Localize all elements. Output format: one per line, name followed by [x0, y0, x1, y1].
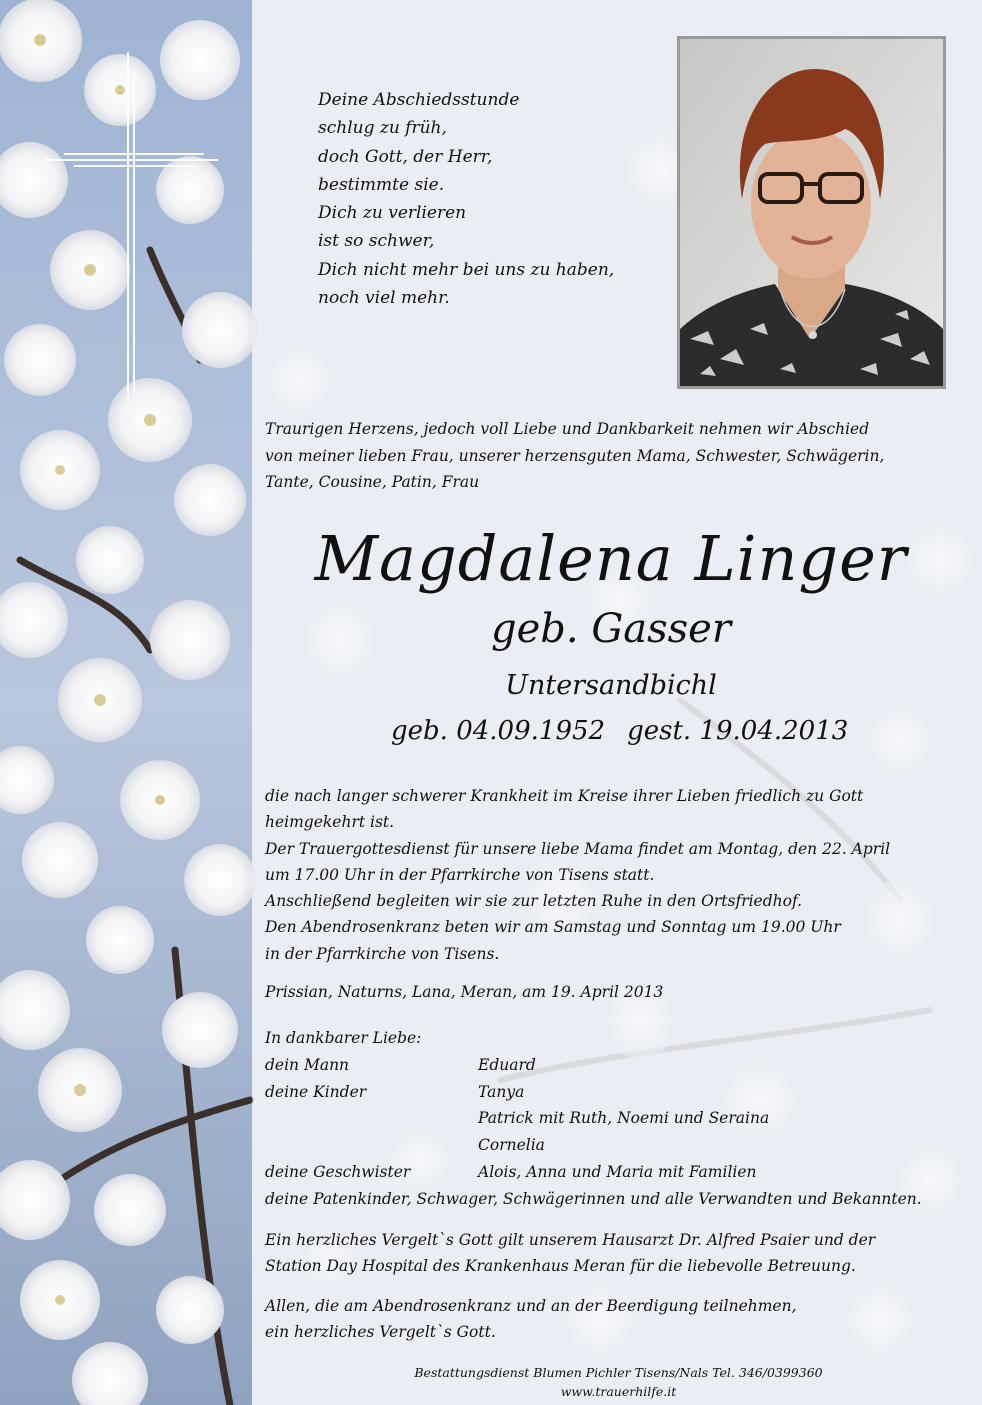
undertaker-info: Bestattungsdienst Blumen Pichler Tisens/Nals Tel. 346/0399360 — [414, 1365, 823, 1380]
mourner-relation: deine Kinder — [265, 1083, 367, 1101]
maiden-name: geb. Gasser — [491, 606, 731, 652]
portrait-image — [680, 39, 943, 386]
poem-line: doch Gott, der Herr, — [318, 146, 493, 167]
details-line: heimgekehrt ist. — [265, 813, 395, 832]
details-line: um 17.00 Uhr in der Pfarrkirche von Tisens statt. — [265, 865, 655, 884]
mourner-relation: dein Mann — [265, 1056, 350, 1074]
poem — [318, 86, 614, 312]
home-place: Untersandbichl — [505, 670, 717, 701]
poem-line: Dich zu verlieren — [318, 203, 467, 224]
mourner-names: Alois, Anna und Maria mit Familien — [478, 1163, 757, 1181]
thanks-text — [265, 1227, 875, 1280]
thanks-line: Station Day Hospital des Krankenhaus Meran für die liebevolle Betreuung. — [265, 1257, 856, 1276]
mourner-names: Cornelia — [478, 1136, 545, 1154]
mourner-names: Eduard — [478, 1056, 536, 1074]
intro-text — [265, 416, 884, 496]
mourner-relation: deine Geschwister — [265, 1163, 411, 1181]
poem-line: Deine Abschiedsstunde — [318, 90, 520, 110]
poem-line: bestimmte sie. — [318, 174, 445, 195]
mourner-names: Patrick mit Ruth, Noemi und Seraina — [478, 1109, 770, 1127]
closing-text — [265, 1293, 797, 1346]
details-line: Der Trauergottesdienst für unsere liebe Mama findet am Montag, den 22. April — [265, 839, 891, 858]
thanks-line: Ein herzliches Vergelt`s Gott gilt unserem Hausarzt Dr. Alfred Psaier und der — [265, 1231, 876, 1249]
birth-date: geb. 04.09.1952 — [391, 716, 606, 746]
intro-line: Traurigen Herzens, jedoch voll Liebe und Dankbarkeit nehmen wir Abschied — [265, 420, 870, 438]
mourner-others: deine Patenkinder, Schwager, Schwägerinnen und alle Verwandten und Bekannten. — [265, 1190, 922, 1208]
place-date-line: Prissian, Naturns, Lana, Meran, am 19. April 2013 — [265, 983, 664, 1001]
poem-line: Dich nicht mehr bei uns zu haben, — [318, 259, 615, 280]
deceased-name: Magdalena Linger — [314, 522, 908, 595]
poem-line: noch viel mehr. — [318, 288, 450, 309]
details-line: Anschließend begleiten wir sie zur letzten Ruhe in den Ortsfriedhof. — [265, 892, 803, 911]
website-link[interactable]: www.trauerhilfe.it — [560, 1384, 677, 1399]
poem-line: ist so schwer, — [318, 231, 435, 252]
funeral-details — [265, 783, 890, 967]
life-dates — [391, 716, 870, 746]
mourner-names: Tanya — [478, 1083, 525, 1101]
intro-line: Tante, Cousine, Patin, Frau — [265, 473, 480, 491]
poem-line: schlug zu früh, — [318, 118, 447, 139]
intro-line: von meiner lieben Frau, unserer herzensguten Mama, Schwester, Schwägerin, — [265, 446, 885, 465]
details-line: die nach langer schwerer Krankheit im Kreise ihrer Lieben friedlich zu Gott — [265, 787, 864, 805]
portrait-photo — [677, 36, 946, 389]
closing-line: Allen, die am Abendrosenkranz und an der Beerdigung teilnehmen, — [265, 1297, 797, 1315]
mourners-heading: In dankbarer Liebe: — [265, 1029, 422, 1047]
details-line: in der Pfarrkirche von Tisens. — [265, 944, 500, 963]
details-line: Den Abendrosenkranz beten wir am Samstag und Sonntag um 19.00 Uhr — [265, 918, 841, 937]
cross-icon — [44, 52, 220, 402]
closing-line: ein herzliches Vergelt`s Gott. — [265, 1323, 496, 1342]
death-date: gest. 19.04.2013 — [627, 716, 849, 746]
